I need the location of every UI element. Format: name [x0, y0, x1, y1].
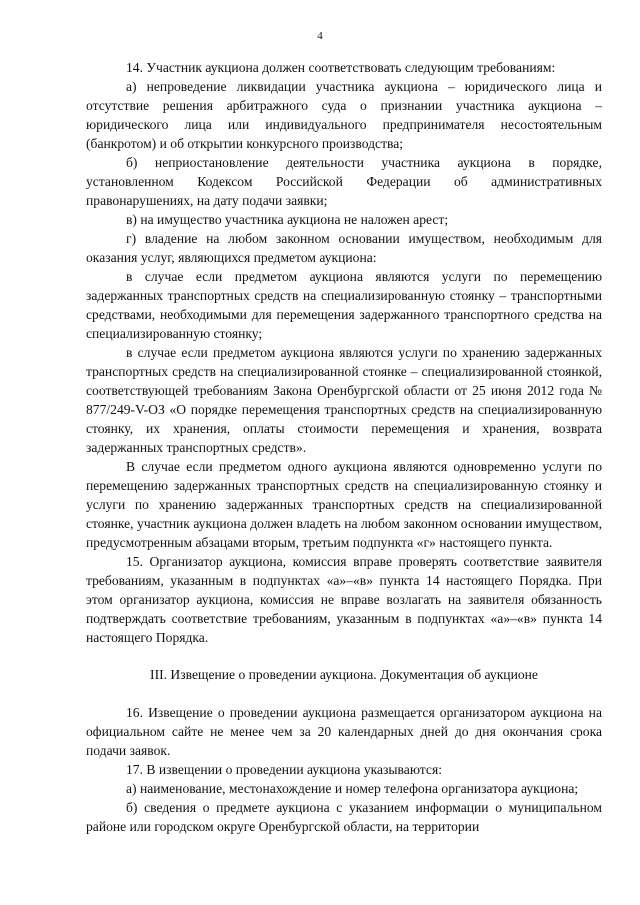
- paragraph-14-g: г) владение на любом законном основании имуществом, необходимым для оказания услуг, являющихся предметом аукциона:: [86, 231, 602, 265]
- paragraph-14-b: б) неприостановление деятельности участника аукциона в порядке, установленном Кодексом Российской Федерации об административных правонарушениях, на дату подачи заявки;: [86, 155, 602, 208]
- page-number: 4: [317, 30, 323, 42]
- paragraph-17: 17. В извещении о проведении аукциона указываются:: [126, 762, 442, 777]
- paragraph-17-b: б) сведения о предмете аукциона с указанием информации о муниципальном районе или городском округе Оренбургской области, на территории: [86, 800, 602, 834]
- paragraph-15: 15. Организатор аукциона, комиссия вправе проверять соответствие заявителя требованиям, указанным в подпунктах «а»–«в» пункта 14 настоящего Порядка. При этом организатор аукциона, комиссия не вправе возлагать на заявителя обязанность подтверждать соответствие требованиям, указанным в подпунктах «а»–«в» пункта 14 настоящего Порядка.: [86, 554, 602, 645]
- paragraph-14-g-relocation: в случае если предметом аукциона являются услуги по перемещению задержанных транспортных средств на специализированную стоянку – транспортными средствами, необходимыми для перемещения задержанного транспортного средства на специализированную стоянку;: [86, 269, 602, 341]
- paragraph-14: 14. Участник аукциона должен соответствовать следующим требованиям:: [126, 60, 556, 75]
- document-body: [86, 58, 602, 836]
- paragraph-14-combined: В случае если предметом одного аукциона являются одновременно услуги по перемещению задержанных транспортных средств на специализированную стоянку и услуги по хранению задержанных транспортных средств на специализированной стоянке, участник аукциона должен владеть на любом законном основании имуществом, предусмотренным абзацами вторым, третьим подпункта «г» настоящего пункта.: [86, 459, 602, 550]
- section-heading: III. Извещение о проведении аукциона. Документация об аукционе: [150, 667, 538, 682]
- paragraph-14-a: а) непроведение ликвидации участника аукциона – юридического лица и отсутствие решения арбитражного суда о признании участника аукциона – юридического лица или индивидуального предпринимателя несостоятельным (банкротом) и об открытии конкурсного производства;: [86, 79, 602, 151]
- paragraph-14-g-storage: в случае если предметом аукциона являются услуги по хранению задержанных транспортных средств на специализированной стоянке – специализированной стоянкой, соответствующей требованиям Закона Оренбургской области от 25 июня 2012 года № 877/249-V-ОЗ «О порядке перемещения транспортных средств на специализированную стоянку, их хранения, оплаты стоимости перемещения и хранения, возврата задержанных транспортных средств».: [86, 345, 602, 455]
- paragraph-17-a: а) наименование, местонахождение и номер телефона организатора аукциона;: [126, 781, 579, 796]
- paragraph-14-v: в) на имущество участника аукциона не наложен арест;: [126, 212, 449, 227]
- paragraph-16: 16. Извещение о проведении аукциона размещается организатором аукциона на официальном сайте не менее чем за 20 календарных дней до дня окончания срока подачи заявок.: [86, 705, 602, 758]
